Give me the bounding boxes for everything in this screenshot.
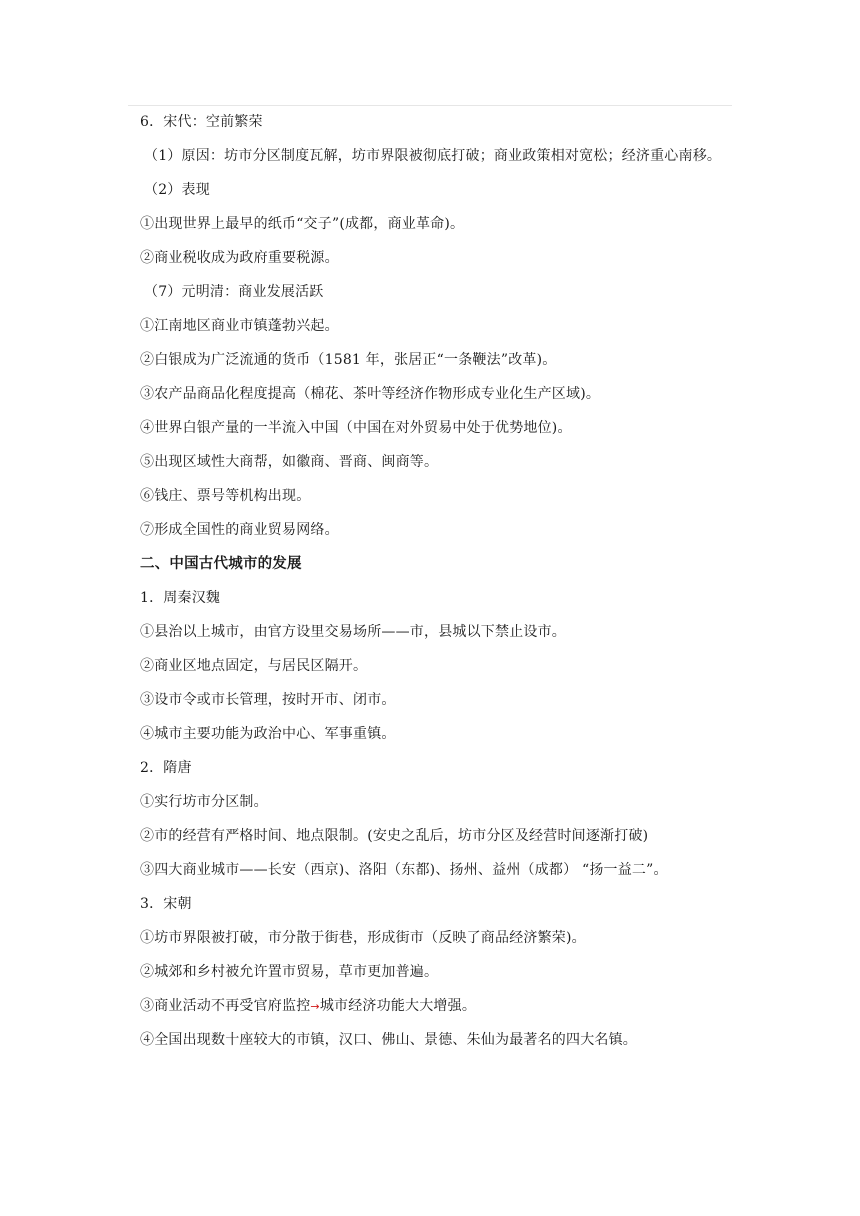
list-item: ⑦形成全国性的商业贸易网络。 [140, 522, 339, 538]
list-item: ④全国出现数十座较大的市镇，汉口、佛山、景德、朱仙为最著名的四大名镇。 [140, 1032, 637, 1048]
list-item: ①坊市界限被打破，市分散于街巷，形成街市（反映了商品经济繁荣)。 [140, 930, 586, 946]
list-item: ④世界白银产量的一半流入中国（中国在对外贸易中处于优势地位)。 [140, 420, 572, 436]
arrow-right-icon: → [310, 1000, 320, 1013]
document-body [140, 105, 750, 1057]
section-heading-song: 6．宋代：空前繁荣 [140, 114, 263, 130]
list-item-text-after: 城市经济功能大大增强。 [319, 998, 477, 1014]
section-heading-yuan-ming-qing: （7）元明清：商业发展活跃 [144, 284, 324, 300]
list-item: ③四大商业城市——长安（西京)、洛阳（东都)、扬州、益州（成都） “扬一益二”。 [140, 862, 668, 878]
list-item: ⑤出现区域性大商帮，如徽商、晋商、闽商等。 [140, 454, 439, 470]
list-item-with-arrow [140, 989, 750, 1023]
song-reason: （1）原因：坊市分区制度瓦解，坊市界限被彻底打破；商业政策相对宽松；经济重心南移。 [144, 148, 722, 164]
list-item: ①实行坊市分区制。 [140, 794, 268, 810]
song-performance-heading: （2）表现 [144, 182, 210, 198]
list-item: ④城市主要功能为政治中心、军事重镇。 [140, 726, 396, 742]
list-item-text-before: ③商业活动不再受官府监控 [140, 998, 311, 1014]
list-item: ①江南地区商业市镇蓬勃兴起。 [140, 318, 339, 334]
section-heading-sui-tang: 2．隋唐 [140, 760, 192, 776]
list-item: ②市的经营有严格时间、地点限制。(安史之乱后，坊市分区及经营时间逐渐打破) [140, 828, 649, 844]
list-item: ②商业区地点固定，与居民区隔开。 [140, 658, 368, 674]
list-item: ②白银成为广泛流通的货币（1581 年，张居正“一条鞭法”改革)。 [140, 352, 557, 368]
chapter-heading-cities: 二、中国古代城市的发展 [140, 555, 302, 572]
list-item: ①出现世界上最早的纸币“交子”(成都，商业革命)。 [140, 216, 465, 232]
list-item: ③设市令或市长管理，按时开市、闭市。 [140, 692, 396, 708]
section-heading-zhou-qin-han-wei: 1．周秦汉魏 [140, 590, 221, 606]
list-item: ②城郊和乡村被允许置市贸易，草市更加普遍。 [140, 964, 439, 980]
section-heading-song-dynasty: 3．宋朝 [140, 896, 192, 912]
list-item: ③农产品商品化程度提高（棉花、茶叶等经济作物形成专业化生产区域)。 [140, 386, 601, 402]
list-item: ⑥钱庄、票号等机构出现。 [140, 488, 311, 504]
list-item: ②商业税收成为政府重要税源。 [140, 250, 339, 266]
list-item: ①县治以上城市，由官方设里交易场所——市，县城以下禁止设市。 [140, 624, 566, 640]
